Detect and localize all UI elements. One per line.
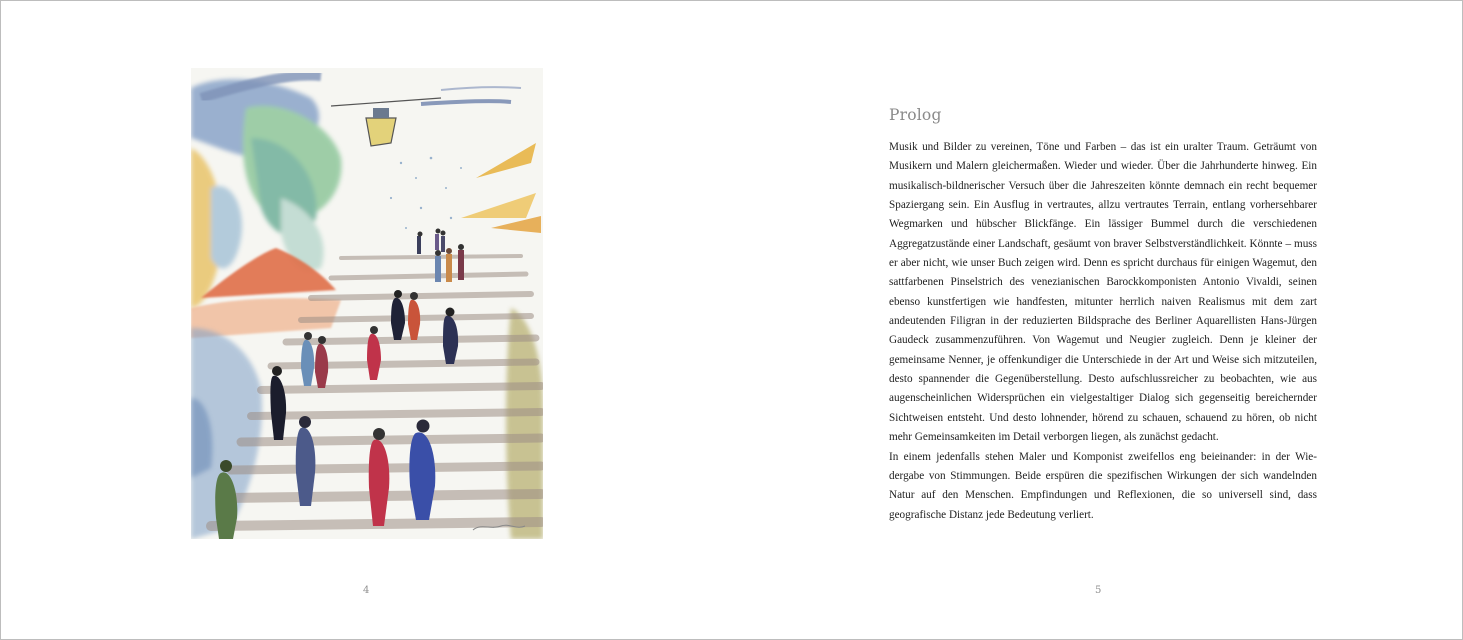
- body-text: [889, 138, 1317, 525]
- right-page: [732, 1, 1462, 639]
- page-number: 5: [1095, 585, 1102, 596]
- watercolor-painting-people-on-staircase-icon: [191, 68, 543, 539]
- page-number: 4: [363, 585, 370, 596]
- paragraph: In einem jedenfalls stehen Maler und Komponist zweifellos eng beieinander: in der Wiedergabe von Stimmungen. Beide erspüren die spezifischen Wirkungen der sich wandelnden Natur auf den Menschen. Empfindungen und Reflexionen, die so universell sind, dass geografische Distanz jede Bedeutung verliert.: [889, 450, 1317, 521]
- paragraph: Musik und Bilder zu vereinen, Töne und Farben – das ist ein uralter Traum. Geträumt von Musikern und Malern gleichermaßen. Wieder und wieder. Über die Jahrhunderte hinweg. Ein musikalisch-bildnerischer Versuch über die Jahreszeiten könnte demnach ein recht bequemer Spaziergang sein. Ein Ausflug in vertrautes, allzu vertrautes Terrain, entlang vorhersehbarer Wegmarken und hübscher Blickfänge. Ein lässiger Bummel durch die verschiedenen Aggregatzustände einer Landschaft, gesäumt von braver Selbstverständlichkeit. Könnte – muss er aber nicht, wie unser Buch zeigen wird. Denn es spricht durchaus für einigen Wagemut, den sattfarbenen Pinselstrich des venezianischen Barockkomponisten Antonio Vivaldi, seinen ebenso kunstfertigen wie handfesten, mitunter herrlich naiven Realismus mit dem zart andeutenden Filigran in der reduzierten Bildsprache des Berliner Aquarellisten Hans-Jürgen Gaudeck zusammenzuführen. Von Wagemut und Neugier zugleich. Denn je kleiner der gemeinsame Nenner, je offenkundiger die Unterschiede in der Art und Weise sich mitzuteilen, desto spannender die Gegenüberstellung. Desto aufschlussreicher zu beobachten, wie aus augenscheinlichen Widersprüchen ein vielgestaltiger Dialog sich gegenseitig bereichernder Sichtweisen entsteht. Und desto lohnender, hörend zu schauen, schauend zu hören, ob nicht mehr Gemeinsamkeiten im Detail verborgen liegen, als zunächst gedacht.: [889, 141, 1317, 444]
- left-page: [1, 1, 731, 639]
- watercolor-painting: [191, 68, 543, 539]
- chapter-heading: Prolog: [889, 106, 942, 124]
